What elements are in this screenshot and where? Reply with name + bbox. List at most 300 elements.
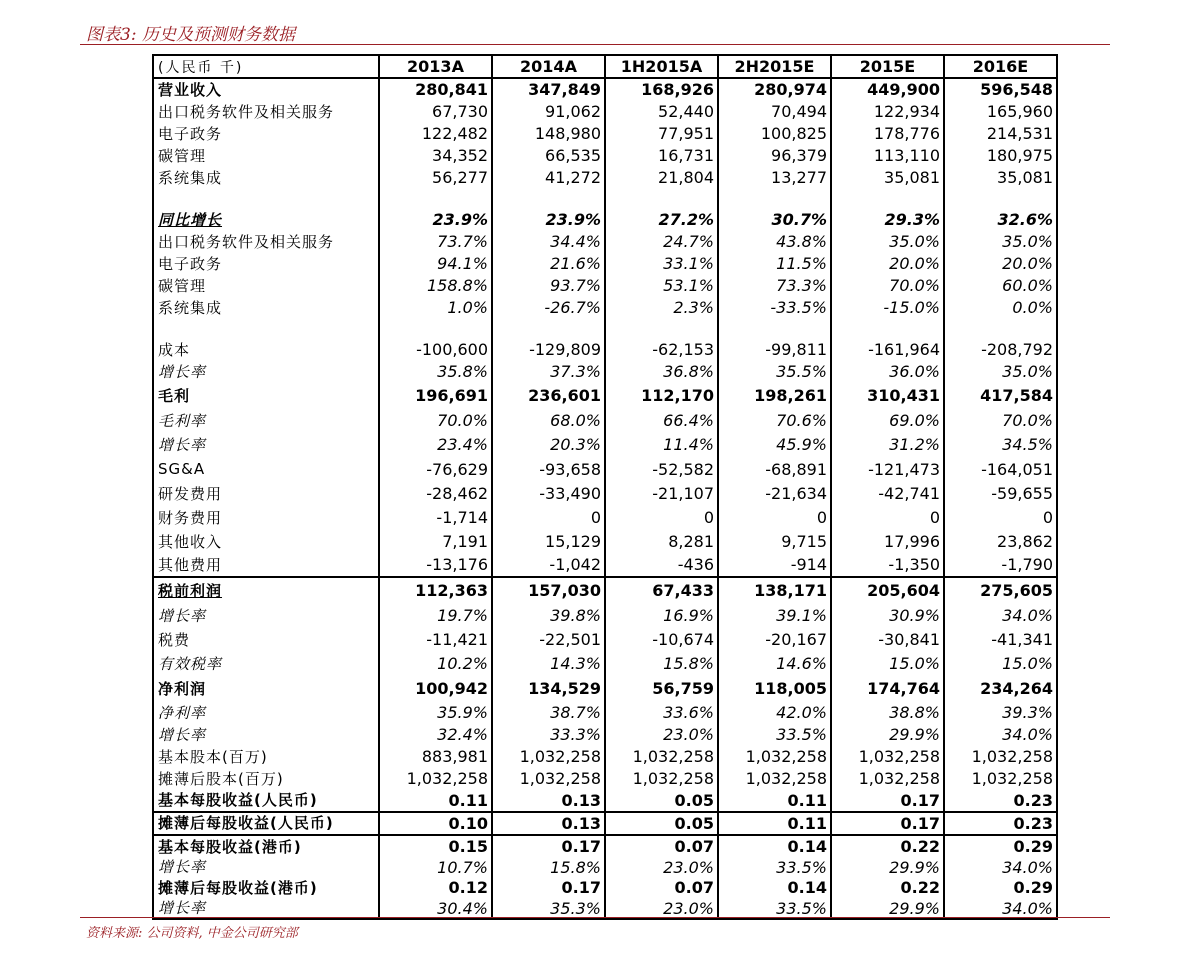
value-cell: 1,032,258 [831, 746, 944, 768]
title-divider [80, 44, 1110, 45]
value-cell: 60.0% [944, 275, 1057, 297]
value-cell: 70.6% [718, 409, 831, 433]
value-cell: 56,277 [379, 167, 492, 189]
table-row [153, 145, 1057, 167]
table-row [153, 702, 1057, 724]
value-cell: 417,584 [944, 383, 1057, 409]
value-cell: 53.1% [605, 275, 718, 297]
value-cell: 0.11 [718, 790, 831, 812]
value-cell: 16.9% [605, 604, 718, 628]
value-cell: 17,996 [831, 530, 944, 554]
value-cell: 34.0% [944, 899, 1057, 919]
row-label [153, 167, 379, 189]
value-cell: 234,264 [944, 676, 1057, 702]
value-cell: 30.7% [718, 209, 831, 231]
table-body [153, 78, 1057, 919]
value-cell: 112,170 [605, 383, 718, 409]
value-cell: 0.15 [379, 835, 492, 858]
value-cell: 1,032,258 [492, 746, 605, 768]
row-label [153, 209, 379, 231]
table-row [153, 858, 1057, 877]
value-cell: -1,042 [492, 554, 605, 577]
table-row [153, 530, 1057, 554]
value-cell: -10,674 [605, 628, 718, 652]
value-cell: 347,849 [492, 78, 605, 101]
value-cell: -30,841 [831, 628, 944, 652]
value-cell: 1,032,258 [605, 746, 718, 768]
table-row [153, 676, 1057, 702]
value-cell: 33.5% [718, 724, 831, 746]
value-cell: 42.0% [718, 702, 831, 724]
value-cell: 15.0% [831, 652, 944, 676]
value-cell: 70.0% [379, 409, 492, 433]
value-cell: 35,081 [944, 167, 1057, 189]
row-label [153, 530, 379, 554]
value-cell: 20.3% [492, 433, 605, 457]
value-cell: 134,529 [492, 676, 605, 702]
value-cell: 20.0% [944, 253, 1057, 275]
value-cell: 23.9% [379, 209, 492, 231]
table-row [153, 877, 1057, 899]
value-cell: 1,032,258 [718, 746, 831, 768]
row-label-text: 摊薄后每股收益(港币) [158, 878, 318, 897]
value-cell: 91,062 [492, 101, 605, 123]
value-cell: 35.0% [831, 231, 944, 253]
value-cell: -11,421 [379, 628, 492, 652]
row-label [153, 383, 379, 409]
value-cell: 27.2% [605, 209, 718, 231]
value-cell: 0.14 [718, 835, 831, 858]
value-cell: -13,176 [379, 554, 492, 577]
spacer-cell [492, 189, 605, 209]
value-cell: 67,730 [379, 101, 492, 123]
row-label [153, 297, 379, 319]
row-label [153, 101, 379, 123]
value-cell: -41,341 [944, 628, 1057, 652]
unit-label: (人民币 千) [153, 55, 379, 78]
value-cell: 32.6% [944, 209, 1057, 231]
value-cell: 35.0% [944, 231, 1057, 253]
row-label-text: 增长率 [158, 899, 207, 917]
table-row [153, 253, 1057, 275]
value-cell: -436 [605, 554, 718, 577]
value-cell: -26.7% [492, 297, 605, 319]
value-cell: 69.0% [831, 409, 944, 433]
value-cell: 29.9% [831, 724, 944, 746]
value-cell: 0 [605, 506, 718, 530]
row-label-text: 财务费用 [158, 508, 223, 527]
value-cell: 66.4% [605, 409, 718, 433]
row-label-text: 基本每股收益(人民币) [158, 791, 318, 809]
row-label-text: 出口税务软件及相关服务 [158, 232, 335, 251]
row-label [153, 361, 379, 383]
table-header-row [153, 55, 1057, 78]
row-label-text: SG&A [158, 460, 206, 478]
value-cell: 8,281 [605, 530, 718, 554]
value-cell: 35.0% [944, 361, 1057, 383]
value-cell: -100,600 [379, 339, 492, 361]
table-row [153, 482, 1057, 506]
value-cell: -28,462 [379, 482, 492, 506]
row-label-text: 有效税率 [158, 654, 223, 673]
value-cell: 0.14 [718, 877, 831, 899]
value-cell: 38.8% [831, 702, 944, 724]
value-cell: 0.29 [944, 877, 1057, 899]
value-cell: 70.0% [831, 275, 944, 297]
value-cell: 1,032,258 [605, 768, 718, 790]
value-cell: 33.5% [718, 899, 831, 919]
value-cell: 23.0% [605, 724, 718, 746]
table-row [153, 409, 1057, 433]
value-cell: 21.6% [492, 253, 605, 275]
value-cell: 31.2% [831, 433, 944, 457]
row-label-text: 系统集成 [158, 298, 223, 317]
spacer-cell [379, 319, 492, 339]
row-label [153, 457, 379, 482]
value-cell: 2.3% [605, 297, 718, 319]
value-cell: 30.4% [379, 899, 492, 919]
value-cell: 15.8% [605, 652, 718, 676]
value-cell: 37.3% [492, 361, 605, 383]
row-label [153, 409, 379, 433]
value-cell: 0.11 [718, 812, 831, 835]
row-label [153, 768, 379, 790]
table-row [153, 275, 1057, 297]
row-label-text: 净利润 [158, 679, 207, 698]
value-cell: 13,277 [718, 167, 831, 189]
value-cell: -1,350 [831, 554, 944, 577]
value-cell: 118,005 [718, 676, 831, 702]
row-label-text: 增长率 [158, 435, 207, 454]
row-label [153, 628, 379, 652]
value-cell: -129,809 [492, 339, 605, 361]
row-label-text: 营业收入 [158, 80, 223, 99]
value-cell: -121,473 [831, 457, 944, 482]
table-row [153, 812, 1057, 835]
value-cell: 45.9% [718, 433, 831, 457]
value-cell: 0.22 [831, 877, 944, 899]
value-cell: 23.0% [605, 899, 718, 919]
row-label [153, 877, 379, 899]
table-row [153, 790, 1057, 812]
value-cell: 1,032,258 [492, 768, 605, 790]
value-cell: -22,501 [492, 628, 605, 652]
value-cell: 33.1% [605, 253, 718, 275]
table-row [153, 652, 1057, 676]
table-row [153, 297, 1057, 319]
table-row [153, 383, 1057, 409]
value-cell: -21,107 [605, 482, 718, 506]
value-cell: 32.4% [379, 724, 492, 746]
row-label [153, 676, 379, 702]
value-cell: 214,531 [944, 123, 1057, 145]
value-cell: -1,714 [379, 506, 492, 530]
row-label-text: 增长率 [158, 858, 207, 876]
value-cell: 30.9% [831, 604, 944, 628]
value-cell: 19.7% [379, 604, 492, 628]
value-cell: 280,841 [379, 78, 492, 101]
row-label [153, 78, 379, 101]
value-cell: 165,960 [944, 101, 1057, 123]
spacer-cell [605, 189, 718, 209]
value-cell: -914 [718, 554, 831, 577]
value-cell: 157,030 [492, 577, 605, 604]
spacer-cell [492, 319, 605, 339]
value-cell: 29.9% [831, 899, 944, 919]
value-cell: 180,975 [944, 145, 1057, 167]
table-row [153, 433, 1057, 457]
footer-divider [80, 917, 1110, 918]
value-cell: 100,825 [718, 123, 831, 145]
value-cell: 70,494 [718, 101, 831, 123]
value-cell: 35.9% [379, 702, 492, 724]
row-label-text: 增长率 [158, 606, 207, 625]
value-cell: 34.0% [944, 858, 1057, 877]
row-label-text: 基本每股收益(港币) [158, 837, 302, 856]
value-cell: -161,964 [831, 339, 944, 361]
value-cell: 205,604 [831, 577, 944, 604]
spacer-cell [605, 319, 718, 339]
column-header: 2014A [492, 55, 605, 78]
row-label-text: 同比增长 [158, 210, 223, 229]
value-cell: -93,658 [492, 457, 605, 482]
value-cell: 16,731 [605, 145, 718, 167]
row-label [153, 275, 379, 297]
value-cell: 168,926 [605, 78, 718, 101]
value-cell: 73.7% [379, 231, 492, 253]
value-cell: 93.7% [492, 275, 605, 297]
table-row [153, 506, 1057, 530]
value-cell: 196,691 [379, 383, 492, 409]
value-cell: 38.7% [492, 702, 605, 724]
value-cell: 77,951 [605, 123, 718, 145]
value-cell: 0.10 [379, 812, 492, 835]
spacer-cell [718, 319, 831, 339]
value-cell: 0 [944, 506, 1057, 530]
value-cell: 68.0% [492, 409, 605, 433]
value-cell: 0.12 [379, 877, 492, 899]
row-label [153, 339, 379, 361]
value-cell: 36.0% [831, 361, 944, 383]
value-cell: 0.13 [492, 790, 605, 812]
value-cell: 198,261 [718, 383, 831, 409]
row-label-text: 其他收入 [158, 532, 223, 551]
row-label [153, 253, 379, 275]
value-cell: 138,171 [718, 577, 831, 604]
value-cell: -68,891 [718, 457, 831, 482]
value-cell: 14.6% [718, 652, 831, 676]
spacer-row [153, 319, 1057, 339]
table-row [153, 899, 1057, 919]
row-label-text: 其他费用 [158, 555, 223, 574]
spacer-cell [153, 319, 379, 339]
row-label-text: 增长率 [158, 362, 207, 381]
row-label-text: 电子政务 [158, 124, 223, 143]
value-cell: 1,032,258 [718, 768, 831, 790]
value-cell: 35,081 [831, 167, 944, 189]
value-cell: 23.0% [605, 858, 718, 877]
value-cell: 0.17 [492, 835, 605, 858]
value-cell: 29.3% [831, 209, 944, 231]
value-cell: 11.4% [605, 433, 718, 457]
row-label-text: 税费 [158, 630, 191, 649]
row-label [153, 604, 379, 628]
value-cell: 11.5% [718, 253, 831, 275]
row-label-text: 税前利润 [158, 581, 223, 600]
row-label [153, 746, 379, 768]
value-cell: 15.0% [944, 652, 1057, 676]
row-label [153, 433, 379, 457]
row-label-text: 净利率 [158, 703, 207, 722]
row-label-text: 毛利率 [158, 411, 207, 430]
value-cell: 39.1% [718, 604, 831, 628]
value-cell: 0 [718, 506, 831, 530]
value-cell: 0.23 [944, 790, 1057, 812]
value-cell: 0.05 [605, 812, 718, 835]
table-row [153, 231, 1057, 253]
value-cell: 0.11 [379, 790, 492, 812]
value-cell: 9,715 [718, 530, 831, 554]
value-cell: 596,548 [944, 78, 1057, 101]
value-cell: 35.8% [379, 361, 492, 383]
row-label-text: 研发费用 [158, 484, 223, 503]
value-cell: 0.17 [831, 812, 944, 835]
value-cell: 0.23 [944, 812, 1057, 835]
table-row [153, 457, 1057, 482]
row-label [153, 724, 379, 746]
value-cell: 10.2% [379, 652, 492, 676]
value-cell: 34,352 [379, 145, 492, 167]
value-cell: 56,759 [605, 676, 718, 702]
value-cell: 1,032,258 [944, 768, 1057, 790]
table-row [153, 554, 1057, 577]
value-cell: 34.5% [944, 433, 1057, 457]
value-cell: 122,934 [831, 101, 944, 123]
value-cell: 0.29 [944, 835, 1057, 858]
value-cell: 43.8% [718, 231, 831, 253]
value-cell: 73.3% [718, 275, 831, 297]
value-cell: 33.3% [492, 724, 605, 746]
value-cell: -33.5% [718, 297, 831, 319]
table-row [153, 78, 1057, 101]
value-cell: 20.0% [831, 253, 944, 275]
value-cell: 1.0% [379, 297, 492, 319]
row-label-text: 碳管理 [158, 276, 207, 295]
table-row [153, 746, 1057, 768]
value-cell: 35.3% [492, 899, 605, 919]
column-header: 1H2015A [605, 55, 718, 78]
table-row [153, 123, 1057, 145]
source-note: 资料来源: 公司资料, 中金公司研究部 [86, 926, 298, 941]
value-cell: -59,655 [944, 482, 1057, 506]
row-label [153, 790, 379, 812]
value-cell: 449,900 [831, 78, 944, 101]
row-label [153, 899, 379, 919]
table-row [153, 209, 1057, 231]
spacer-cell [718, 189, 831, 209]
table-row [153, 628, 1057, 652]
value-cell: 23.9% [492, 209, 605, 231]
column-header: 2015E [831, 55, 944, 78]
value-cell: 148,980 [492, 123, 605, 145]
row-label-text: 成本 [158, 340, 191, 359]
value-cell: 35.5% [718, 361, 831, 383]
row-label [153, 835, 379, 858]
table-row [153, 724, 1057, 746]
spacer-cell [153, 189, 379, 209]
spacer-cell [944, 189, 1057, 209]
row-label [153, 482, 379, 506]
table-row [153, 577, 1057, 604]
value-cell: 1,032,258 [944, 746, 1057, 768]
row-label [153, 554, 379, 577]
value-cell: -52,582 [605, 457, 718, 482]
row-label-text: 系统集成 [158, 168, 223, 187]
value-cell: 52,440 [605, 101, 718, 123]
table-row [153, 604, 1057, 628]
value-cell: 23,862 [944, 530, 1057, 554]
value-cell: 112,363 [379, 577, 492, 604]
row-label [153, 506, 379, 530]
value-cell: 67,433 [605, 577, 718, 604]
value-cell: 1,032,258 [379, 768, 492, 790]
value-cell: 29.9% [831, 858, 944, 877]
row-label-text: 碳管理 [158, 146, 207, 165]
table-row [153, 339, 1057, 361]
row-label-text: 毛利 [158, 386, 191, 405]
spacer-cell [944, 319, 1057, 339]
value-cell: 100,942 [379, 676, 492, 702]
value-cell: 70.0% [944, 409, 1057, 433]
value-cell: 310,431 [831, 383, 944, 409]
value-cell: -1,790 [944, 554, 1057, 577]
column-header: 2016E [944, 55, 1057, 78]
value-cell: -99,811 [718, 339, 831, 361]
row-label-text: 增长率 [158, 725, 207, 744]
financial-table [152, 54, 1058, 920]
value-cell: -164,051 [944, 457, 1057, 482]
value-cell: 14.3% [492, 652, 605, 676]
value-cell: 33.5% [718, 858, 831, 877]
value-cell: 0.22 [831, 835, 944, 858]
value-cell: -20,167 [718, 628, 831, 652]
value-cell: 15,129 [492, 530, 605, 554]
value-cell: 0.05 [605, 790, 718, 812]
value-cell: 0.17 [492, 877, 605, 899]
value-cell: 1,032,258 [831, 768, 944, 790]
value-cell: 0 [831, 506, 944, 530]
table-row [153, 361, 1057, 383]
row-label-text: 基本股本(百万) [158, 747, 268, 766]
value-cell: 275,605 [944, 577, 1057, 604]
row-label [153, 577, 379, 604]
value-cell: 0 [492, 506, 605, 530]
value-cell: -62,153 [605, 339, 718, 361]
row-label-text: 摊薄后每股收益(人民币) [158, 814, 334, 832]
spacer-cell [379, 189, 492, 209]
value-cell: -15.0% [831, 297, 944, 319]
row-label-text: 出口税务软件及相关服务 [158, 102, 335, 121]
value-cell: 96,379 [718, 145, 831, 167]
value-cell: 23.4% [379, 433, 492, 457]
value-cell: 36.8% [605, 361, 718, 383]
spacer-cell [831, 319, 944, 339]
value-cell: 236,601 [492, 383, 605, 409]
row-label [153, 858, 379, 877]
value-cell: 883,981 [379, 746, 492, 768]
spacer-cell [831, 189, 944, 209]
value-cell: 122,482 [379, 123, 492, 145]
